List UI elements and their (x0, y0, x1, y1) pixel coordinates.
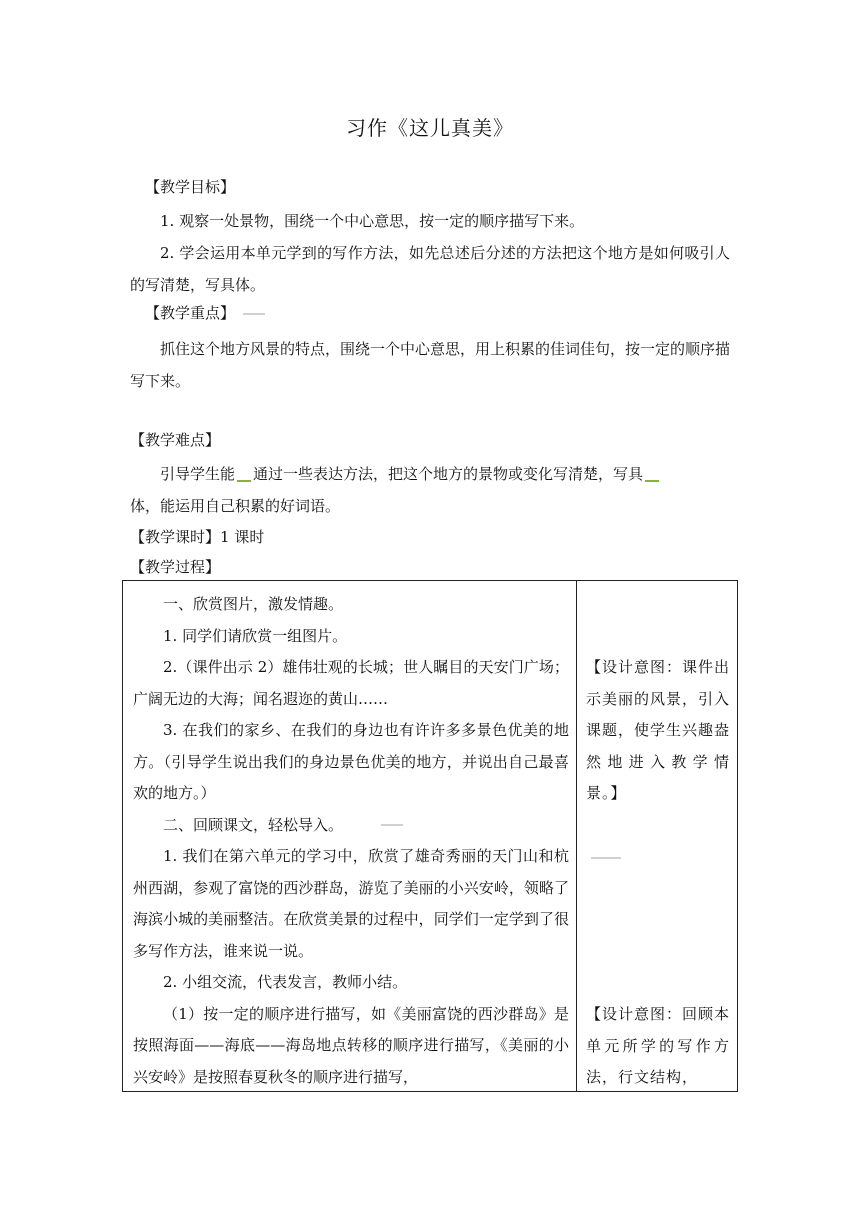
key-points-heading-row (145, 302, 265, 323)
process-table (122, 580, 738, 1092)
annotation-mark (591, 857, 621, 859)
key-points-text: 抓住这个地方风景的特点，围绕一个中心意思，用上积累的佳词佳句，按一定的顺序描写下来。 (130, 340, 731, 390)
process-item: 1. 同学们请欣赏一组图片。 (163, 626, 348, 645)
key-points-heading: 【教学重点】 (145, 304, 236, 322)
design-intent-2-text: 【设计意图：回顾本单元所学的写作方法，行文结构， (586, 1005, 731, 1086)
revision-mark (645, 480, 659, 482)
design-intent-1 (586, 652, 730, 810)
process-item: 2. 小组交流，代表发言，教师小结。 (163, 973, 408, 991)
design-intent-1-text: 【设计意图：课件出示美丽的风景，引入课题，使学生兴趣盎然地进入教学情景。】 (586, 658, 731, 802)
process-section-1-title: 一、欣赏图片，激发情趣。 (163, 595, 344, 613)
difficulties-line-1 (130, 458, 730, 490)
process-section-2-label: 二、回顾课文，轻松导入。 (163, 815, 344, 834)
table-column-divider (576, 581, 577, 1091)
process-main-column (133, 589, 569, 1093)
page-title: 习作《这儿真美》 (346, 116, 514, 140)
objectives-list (130, 205, 730, 301)
process-heading: 【教学过程】 (130, 558, 221, 576)
difficulties-text-a: 引导学生能 (160, 465, 236, 483)
process-item: 3. 在我们的家乡、在我们的身边也有许许多多景色优美的地方。（引导学生说出我们的身边景色优美的地方，并说出自己最喜欢的地方。） (133, 721, 569, 802)
class-hours-heading: 【教学课时】 (130, 528, 221, 546)
revision-mark (237, 480, 251, 482)
objectives-heading: 【教学目标】 (145, 178, 236, 196)
process-item: 2.（课件出示 2）雄伟壮观的长城；世人瞩目的天安门广场；广阔无边的大海；闻名遐迩的黄山…… (133, 658, 569, 708)
class-hours-value: 1 课时 (220, 528, 265, 546)
design-intent-2 (586, 999, 730, 1094)
objective-item-2: 2. 学会运用本单元学到的写作方法，如先总述后分述的方法把这个地方是如何吸引人的写清楚，写具体。 (130, 244, 730, 294)
class-hours-row (130, 526, 264, 547)
process-item: （1）按一定的顺序进行描写，如《美丽富饶的西沙群岛》是按照海面——海底——海岛地点转移的顺序进行描写，《美丽的小兴安岭》是按照春夏秋冬的顺序进行描写， (133, 1004, 569, 1086)
objective-item-1: 1. 观察一处景物，围绕一个中心意思，按一定的顺序描写下来。 (160, 212, 585, 230)
difficulties-text (130, 458, 730, 522)
process-item: 1. 我们在第六单元的学习中，欣赏了雄奇秀丽的天门山和杭州西湖，参观了富饶的西沙群岛，游览了美丽的小兴安岭，领略了海滨小城的美丽整洁。在欣赏美景的过程中，同学们一定学到了很多写作方法，谁来说一说。 (133, 847, 569, 960)
difficulties-text-b: 通过一些表达方法，把这个地方的景物或变化写清楚，写具 (253, 465, 644, 483)
annotation-mark (351, 824, 403, 827)
process-section-2-title (133, 810, 569, 842)
difficulties-heading: 【教学难点】 (130, 431, 221, 449)
difficulties-line-2: 体，能运用自己积累的好词语。 (130, 497, 341, 515)
annotation-mark (243, 313, 265, 316)
